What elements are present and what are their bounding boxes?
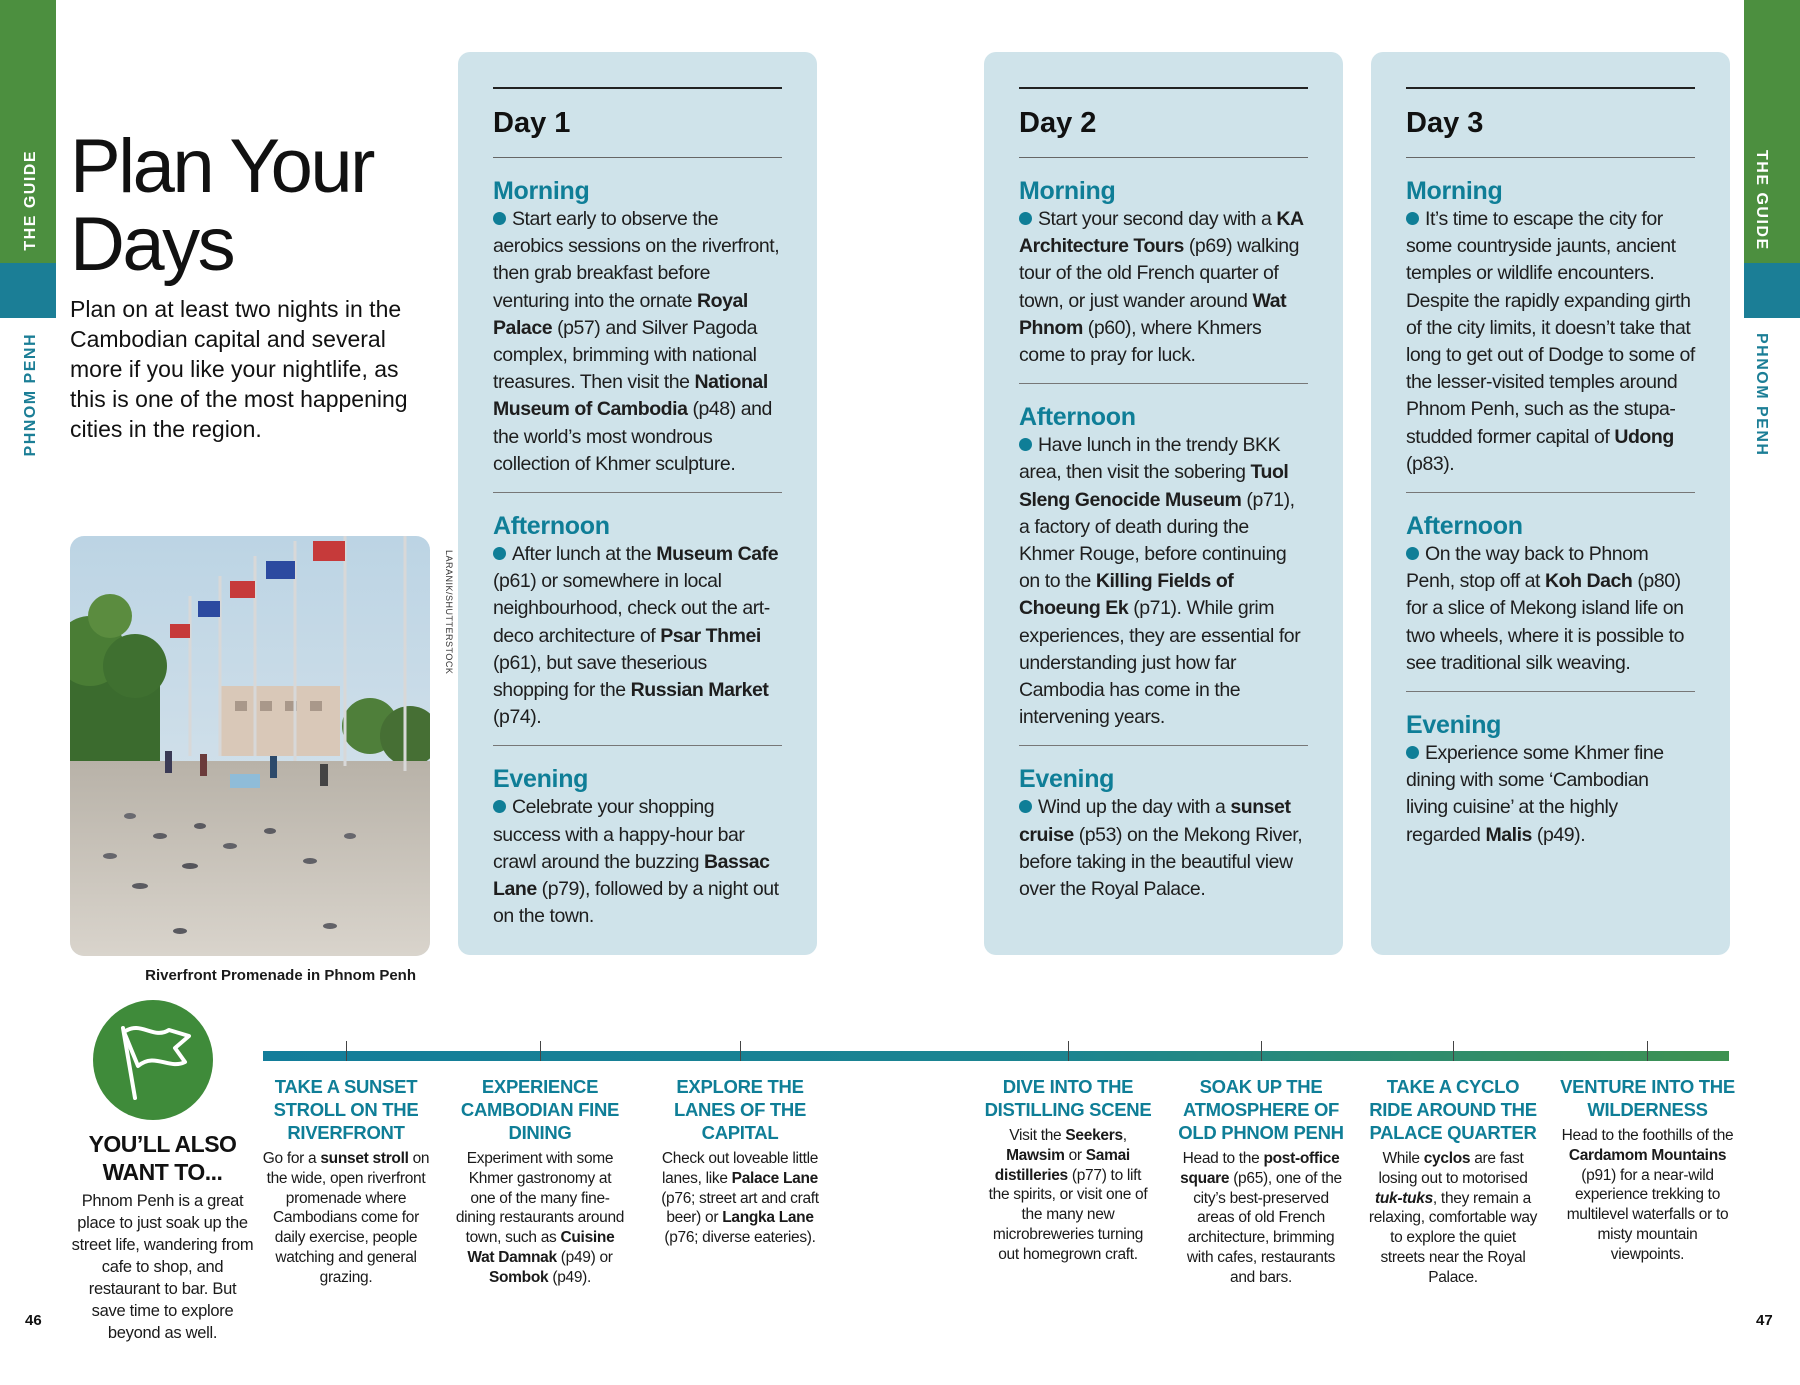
day-3-divider-2 (1406, 691, 1695, 692)
right-tab-guide-label: THE GUIDE (1753, 150, 1770, 251)
page-title (70, 124, 373, 287)
item-fine-dining (455, 1075, 625, 1288)
day-1-panel (458, 52, 817, 955)
day-2-morning-title: Morning (1019, 177, 1116, 205)
timeline-tick-6 (1453, 1041, 1454, 1061)
photo-caption: Riverfront Promenade in Phnom Penh (145, 967, 416, 984)
item-text: Visit the Seekers, Mawsim or Samai distilleries (p77) to lift the spirits, or visit one of the many new microbreweries turning out homegrown craft. (988, 1127, 1148, 1263)
riverfront-photo (70, 536, 430, 956)
day-3-evening-title: Evening (1406, 711, 1502, 740)
want-title: YOU’LL ALSO WANT TO... (88, 1131, 237, 1185)
day-3-title-rule (1406, 157, 1695, 158)
item-title: EXPLORE THE LANES OF THE CAPITAL (673, 1076, 807, 1143)
day-2-evening-title: Evening (1019, 765, 1115, 794)
day-1-divider-1 (493, 492, 782, 493)
item-title: EXPERIENCE CAMBODIAN FINE DINING (460, 1076, 620, 1143)
want-text: Phnom Penh is a great place to just soak up the street life, wandering from cafe to shop, and restaurant to bar. But save time to explore beyond as well. (71, 1192, 254, 1342)
timeline-tick-2 (540, 1041, 541, 1061)
photo-credit: LARANIK/SHUTTERSTOCK (444, 550, 454, 675)
bullet-icon (1406, 547, 1419, 560)
bullet-icon (1019, 800, 1032, 813)
page-title-line-2: Days (70, 202, 234, 287)
day-3-evening-text: Experience some Khmer fine dining with some ‘Cambodian living cuisine’ at the highly regarded Malis (p49). (1406, 742, 1664, 846)
day-1-title: Day 1 (493, 107, 571, 139)
right-tab-city (1744, 263, 1800, 318)
day-1-divider-2 (493, 745, 782, 746)
item-title: TAKE A SUNSET STROLL ON THE RIVERFRONT (273, 1076, 419, 1143)
item-explore-lanes (655, 1075, 825, 1248)
item-title: VENTURE INTO THE WILDERNESS (1560, 1076, 1735, 1120)
bullet-icon (493, 212, 506, 225)
item-sunset-stroll (261, 1075, 431, 1288)
bullet-icon (1019, 438, 1032, 451)
left-tab-guide-label: THE GUIDE (22, 150, 39, 251)
item-text: Experiment with some Khmer gastronomy at one of the many fine-dining restaurants around town, such as Cuisine Wat Damnak (p49) or Sombok (p49). (455, 1150, 625, 1286)
day-2-divider-2 (1019, 745, 1308, 746)
riverfront-illustration (70, 536, 430, 956)
item-cyclo-ride (1368, 1075, 1538, 1288)
day-3-afternoon-text: On the way back to Phnom Penh, stop off at Koh Dach (p80) for a slice of Mekong island life on two wheels, where it is possible to see traditional silk weaving. (1406, 543, 1684, 674)
item-text: While cyclos are fast losing out to motorised tuk-tuks, they remain a relaxing, comfortable way to explore the quiet streets near the Royal Palace. (1368, 1150, 1538, 1286)
page-number-left: 46 (25, 1312, 42, 1329)
day-1-evening-title: Evening (493, 765, 589, 794)
day-2-title: Day 2 (1019, 107, 1097, 139)
day-3-morning-text: It’s time to escape the city for some countryside jaunts, ancient temples or wildlife encounters. Despite the rapidly expanding girth of the city limits, it doesn’t take that long to get out of Dodge to some of the lesser-visited temples around Phnom Penh, such as the stupa-studded former capital of Udong (p83). (1406, 208, 1695, 475)
right-tab-city-label: PHNOM PENH (1753, 333, 1770, 457)
day-1-title-rule (493, 157, 782, 158)
timeline-tick-3 (740, 1041, 741, 1061)
intro-text: Plan on at least two nights in the Cambodian capital and several more if you like your nightlife, as this is one of the most happening cities in the region. (70, 296, 408, 442)
timeline-tick-1 (346, 1041, 347, 1061)
item-wilderness (1560, 1075, 1735, 1265)
day-1-afternoon-text: After lunch at the Museum Cafe (p61) or somewhere in local neighbourhood, check out the art-deco architecture of Psar Thmei (p61), but save theserious shopping for the Russian Market (p74). (493, 543, 779, 729)
day-2-panel (984, 52, 1343, 955)
day-3-panel (1371, 52, 1730, 955)
day-2-title-rule (1019, 157, 1308, 158)
timeline-bar (263, 1051, 1729, 1061)
bullet-icon (493, 800, 506, 813)
left-tab-city (0, 263, 56, 318)
item-old-phnom-penh (1176, 1075, 1346, 1288)
day-2-evening-text: Wind up the day with a sunset cruise (p53) on the Mekong River, before taking in the beautiful view over the Royal Palace. (1019, 796, 1303, 901)
item-title: SOAK UP THE ATMOSPHERE OF OLD PHNOM PENH (1178, 1076, 1344, 1143)
day-3-divider-1 (1406, 492, 1695, 493)
timeline-tick-7 (1647, 1041, 1648, 1061)
day-2-divider-1 (1019, 383, 1308, 384)
day-2-morning-text: Start your second day with a KA Architecture Tours (p69) walking tour of the old French quarter of town, or just wander around Wat Phnom (p60), where Khmers come to pray for luck. (1019, 208, 1303, 367)
day-3-afternoon-title: Afternoon (1406, 512, 1523, 541)
item-text: Check out loveable little lanes, like Palace Lane (p76; street art and craft beer) or Langka Lane (p76; diverse eateries). (661, 1150, 819, 1247)
day-1-morning-text: Start early to observe the aerobics sessions on the riverfront, then grab breakfast before venturing into the ornate Royal Palace (p57) and Silver Pagoda complex, brimming with national treasures. Then visit the National Museum of Cambodia (p48) and the world’s most wondrous collection of Khmer sculpture. (493, 208, 780, 475)
day-2-afternoon-title: Afternoon (1019, 403, 1136, 432)
day-2-afternoon-text: Have lunch in the trendy BKK area, then visit the sobering Tuol Sleng Genocide Museum (p71), a factory of death during the Khmer Rouge, before continuing on to the Killing Fields of Choeung Ek (p71). While grim experiences, they are essential for understanding just how far Cambodia has come in the intervening years. (1019, 434, 1301, 729)
item-title: TAKE A CYCLO RIDE AROUND THE PALACE QUARTER (1369, 1076, 1537, 1143)
bullet-icon (1406, 746, 1419, 759)
day-1-morning-title: Morning (493, 177, 590, 205)
day-1-afternoon-title: Afternoon (493, 512, 610, 541)
item-title: DIVE INTO THE DISTILLING SCENE (984, 1076, 1152, 1120)
day-3-title: Day 3 (1406, 107, 1484, 139)
item-distilling-scene (983, 1075, 1153, 1265)
day-3-morning-title: Morning (1406, 177, 1503, 205)
bullet-icon (1406, 212, 1419, 225)
timeline-tick-5 (1261, 1041, 1262, 1061)
day-1-evening-text: Celebrate your shopping success with a happy-hour bar crawl around the buzzing Bassac Lane (p79), followed by a night out on the town. (493, 796, 779, 928)
page-number-right: 47 (1756, 1312, 1773, 1329)
bullet-icon (493, 547, 506, 560)
bullet-icon (1019, 212, 1032, 225)
item-text: Head to the foothills of the Cardamom Mountains (p91) for a near-wild experience trekking to multilevel waterfalls or to misty mountain viewpoints. (1561, 1127, 1734, 1263)
left-tab-city-label: PHNOM PENH (22, 333, 39, 457)
page-title-line-1: Plan Your (70, 124, 373, 209)
timeline-tick-4 (1068, 1041, 1069, 1061)
item-text: Head to the post-office square (p65), one of the city’s best-preserved areas of old French architecture, brimming with cafes, restaurants and bars. (1180, 1150, 1342, 1286)
flag-icon-graphic (93, 1000, 213, 1120)
flag-icon (93, 1000, 213, 1120)
item-text: Go for a sunset stroll on the wide, open riverfront promenade where Cambodians come for daily exercise, people watching and general grazing. (262, 1150, 430, 1286)
